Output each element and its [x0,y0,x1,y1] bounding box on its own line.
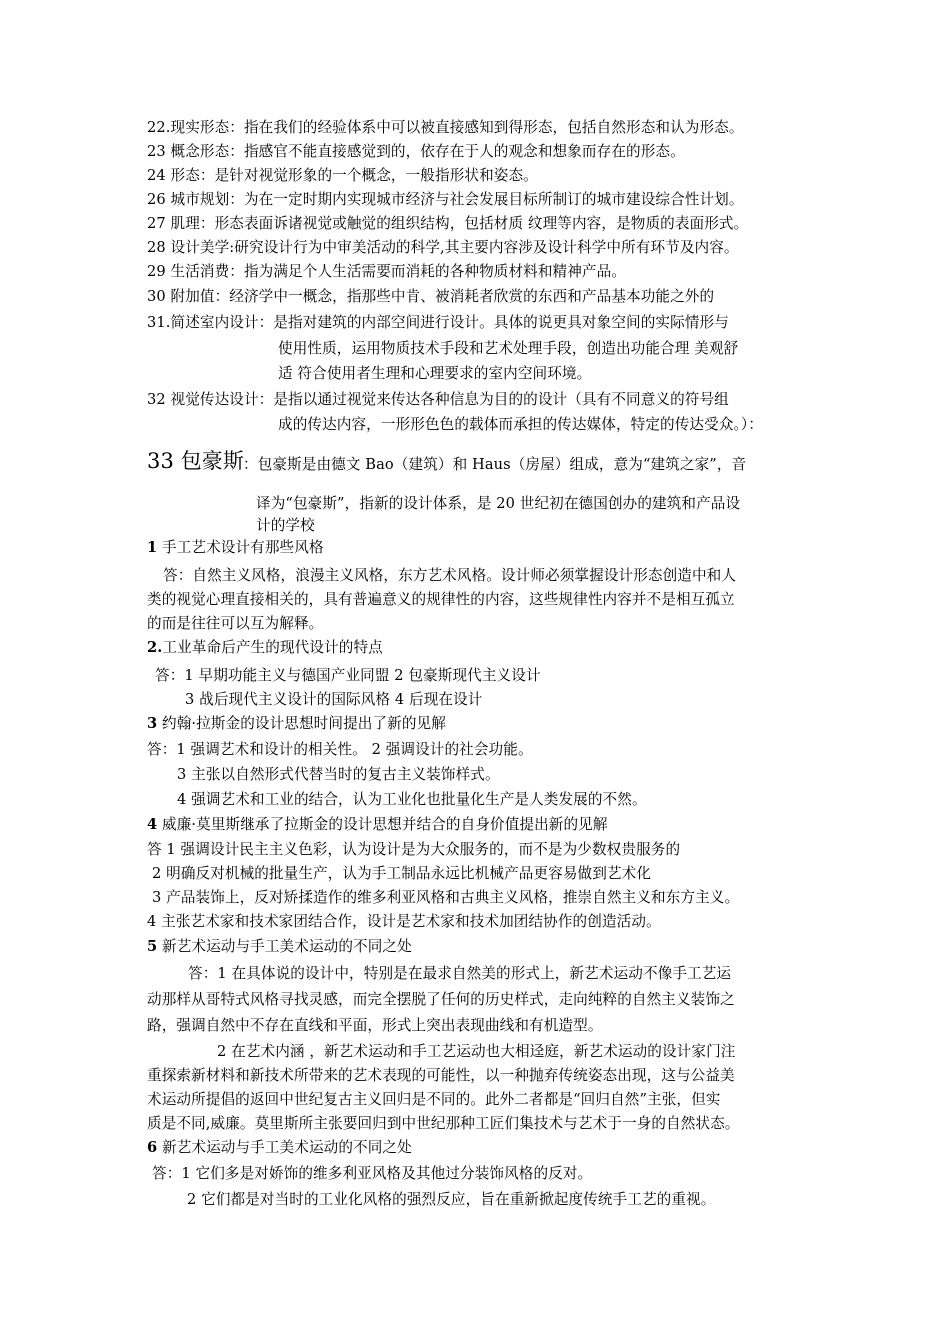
question-number: 4 [147,816,158,833]
definition-33-line3: 计的学校 [256,517,315,534]
answer-1-line3: 的而是往往可以互为解释。 [147,615,324,632]
question-text: 新艺术运动与手工美术运动的不同之处 [157,938,412,955]
question-text: 手工艺术设计有那些风格 [157,539,324,556]
answer-2-line2: 3 战后现代主义设计的国际风格 4 后现在设计 [185,691,483,708]
question-text: 约翰·拉斯金的设计思想时间提出了新的见解 [157,715,446,732]
answer-5-line5: 重探索新材料和新技术所带来的艺术表现的可能性，以一种抛弃传统姿态出现，这与公益美 [147,1067,735,1084]
definition-22: 22.现实形态：指在我们的经验体系中可以被直接感知到得形态，包括自然形态和认为形态。 [147,119,744,136]
question-3 [147,714,446,734]
definition-23: 23 概念形态：指感官不能直接感觉到的，依存在于人的观念和想象而存在的形态。 [147,143,685,160]
question-text: 威廉·莫里斯继承了拉斯金的设计思想并结合的自身价值提出新的见解 [157,816,608,833]
question-5 [147,937,412,957]
definition-31-line3: 适 符合使用者生理和心理要求的室内空间环境。 [278,365,592,382]
answer-5-line3: 路，强调自然中不存在直线和平面，形式上突出表现曲线和有机造型。 [147,1017,603,1034]
definition-27: 27 肌理：形态表面诉诸视觉或触觉的组织结构，包括材质 纹理等内容，是物质的表面形式。 [147,215,749,232]
question-text: 工业革命后产生的现代设计的特点 [162,639,383,656]
answer-5-line6: 术运动所提倡的返回中世纪复古主义回归是不同的。此外二者都是“回归自然”主张，但实 [147,1091,721,1108]
question-4 [147,815,608,835]
definition-33-line1: ：包豪斯是由德文 Bao（建筑）和 Haus（房屋）组成，意为“建筑之家”，音 [243,456,747,473]
definition-30: 30 附加值：经济学中一概念，指那些中肯、被消耗者欣赏的东西和产品基本功能之外的 [147,288,715,305]
answer-4-line4: 4 主张艺术家和技术家团结合作，设计是艺术家和技术加团结协作的创造活动。 [147,913,661,930]
answer-6-line2: 2 它们都是对当时的工业化风格的强烈反应，旨在重新掀起度传统手工艺的重视。 [187,1191,716,1208]
answer-3-line1: 答：1 强调艺术和设计的相关性。 2 强调设计的社会功能。 [147,741,533,758]
answer-1-line2: 类的视觉心理直接相关的，具有普遍意义的规律性的内容，这些规律性内容并不是相互孤立 [147,591,735,608]
definition-33-heading: 33 包豪斯 [147,449,244,473]
answer-5-line1: 答：1 在具体说的设计中，特别是在最求自然美的形式上，新艺术运动不像手工艺运 [188,965,732,982]
definition-26: 26 城市规划：为在一定时期内实现城市经济与社会发展目标所制订的城市建设综合性计划。 [147,191,744,208]
question-number: 1 [147,539,158,556]
definition-32-line2: 成的传达内容，一形形色色的载体而承担的传达媒体，特定的传达受众。）： [278,416,763,433]
answer-4-line3: 3 产品装饰上，反对矫揉造作的维多利亚风格和古典主义风格，推崇自然主义和东方主义。 [152,889,740,906]
definition-28: 28 设计美学:研究设计行为中审美活动的科学,其主要内容涉及设计科学中所有环节及内容。 [147,239,739,256]
answer-5-line7: 质是不同,威廉。莫里斯所主张要回归到中世纪那种工匠们集技术与艺术于一身的自然状态。 [147,1115,740,1132]
definition-31-line2: 使用性质，运用物质技术手段和艺术处理手段，创造出功能合理 美观舒 [278,340,739,357]
definition-33-line2: 译为“包豪斯”，指新的设计体系，是 20 世纪初在德国创办的建筑和产品设 [256,495,741,512]
definition-32-line1: 32 视觉传达设计：是指以通过视觉来传达各种信息为目的的设计（具有不同意义的符号组 [147,391,729,408]
answer-1-line1: 答：自然主义风格，浪漫主义风格，东方艺术风格。设计师必须掌握设计形态创造中和人 [163,567,737,584]
question-number: 2. [147,639,163,656]
question-text: 新艺术运动与手工美术运动的不同之处 [157,1139,412,1156]
question-2 [147,638,383,658]
answer-5-line2: 动那样从哥特式风格寻找灵感，而完全摆脱了任何的历史样式，走向纯粹的自然主义装饰之 [147,991,735,1008]
answer-2-line1: 答：1 早期功能主义与德国产业同盟 2 包豪斯现代主义设计 [155,667,541,684]
answer-3-line3: 4 强调艺术和工业的结合，认为工业化也批量化生产是人类发展的不然。 [177,791,647,808]
question-6 [147,1138,412,1158]
answer-4-line1: 答 1 强调设计民主主义色彩，认为设计是为大众服务的，而不是为少数权贵服务的 [147,841,681,858]
question-number: 6 [147,1139,158,1156]
question-number: 3 [147,715,158,732]
answer-4-line2: 2 明确反对机械的批量生产，认为手工制品永远比机械产品更容易做到艺术化 [152,865,652,882]
answer-6-line1: 答：1 它们多是对娇饰的维多利亚风格及其他过分装饰风格的反对。 [152,1165,593,1182]
question-1 [147,538,324,558]
definition-31-line1: 31.简述室内设计：是指对建筑的内部空间进行设计。具体的说更具对象空间的实际情形与 [147,314,729,331]
definition-29: 29 生活消费：指为满足个人生活需要而消耗的各种物质材料和精神产品。 [147,263,627,280]
answer-3-line2: 3 主张以自然形式代替当时的复古主义装饰样式。 [177,766,500,783]
definition-24: 24 形态：是针对视觉形象的一个概念，一般指形状和姿态。 [147,167,538,184]
answer-5-line4: 2 在艺术内涵 ，新艺术运动和手工艺运动也大相迳庭，新艺术运动的设计家门注 [217,1043,736,1060]
question-number: 5 [147,938,158,955]
